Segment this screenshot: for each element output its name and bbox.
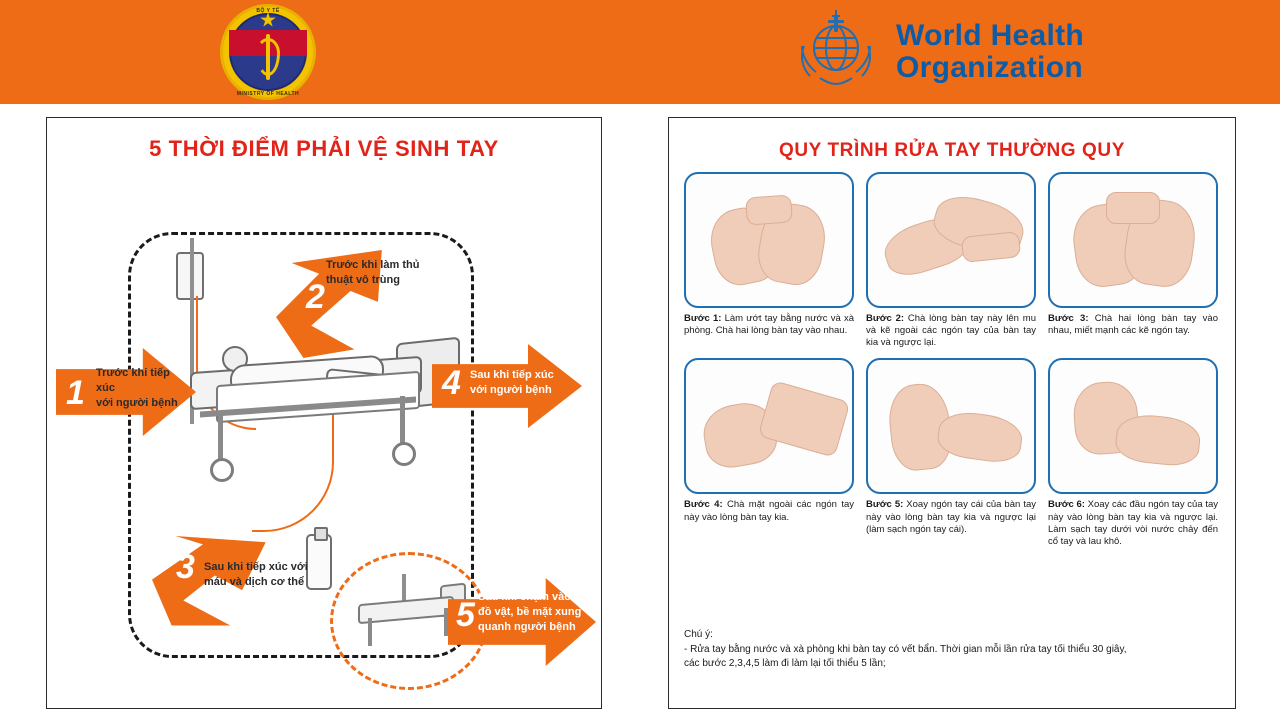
step-2-caption [866, 313, 1036, 349]
step-5-image [866, 358, 1036, 494]
step-4 [684, 358, 854, 548]
moment-4-number: 4 [442, 364, 461, 402]
moment-5-number: 5 [456, 596, 475, 634]
second-bed-mattress [358, 596, 454, 624]
fingers [745, 194, 793, 225]
bed-leg-left [218, 412, 223, 460]
step-6-image [1048, 358, 1218, 494]
fingers [961, 231, 1021, 263]
step-2-image [866, 172, 1036, 308]
step-4-image [684, 358, 854, 494]
moment-1-label: Trước khi tiếp xúc với người bệnh [96, 367, 178, 409]
step-1-text: Làm ướt tay bằng nước và xà phòng. Chà hai lòng bàn tay vào nhau. [684, 313, 854, 337]
note-block [684, 628, 1222, 672]
step-1-caption [684, 313, 854, 337]
step-5-text: Xoay ngón tay cái của bàn tay này vào lòng bàn tay kia và ngược lại (làm sạch ngón tay cái). [866, 499, 1036, 535]
handwash-steps-grid [684, 172, 1222, 548]
note-title: Chú ý: [684, 629, 713, 640]
step-5-label: Bước 5: [866, 499, 904, 511]
step-4-label: Bước 4: [684, 499, 723, 511]
logo-bottom-text: MINISTRY OF HEALTH [236, 91, 300, 97]
step-2-text: Chà lòng bàn tay này lên mu và kẽ ngoài các ngón tay của bàn tay kia và ngược lại. [866, 313, 1036, 349]
who-line-1: World Health [896, 18, 1085, 52]
moment-5-label: Sau khi chạm vào đồ vật, bề mặt xung quanh người bệnh [478, 591, 582, 633]
who-emblem-icon [790, 8, 882, 96]
step-3 [1048, 172, 1218, 349]
right-panel-title: QUY TRÌNH RỬA TAY THƯỜNG QUY [778, 140, 1126, 161]
who-line-2: Organization [896, 51, 1083, 84]
bed-wheel-right [392, 442, 416, 466]
step-5-caption [866, 499, 1036, 535]
step-1 [684, 172, 854, 349]
step-6-caption [1048, 499, 1218, 548]
who-wordmark [896, 20, 1084, 85]
step-6 [1048, 358, 1218, 548]
interlaced-fingers [1106, 192, 1160, 224]
second-bed-leg-left [368, 618, 372, 646]
step-3-image [1048, 172, 1218, 308]
moment-4-label: Sau khi tiếp xúc với người bệnh [470, 369, 554, 396]
bed-leg-right [400, 396, 405, 444]
left-panel-title: 5 THỜI ĐIỂM PHẢI VỆ SINH TAY [149, 136, 499, 161]
step-4-caption [684, 499, 854, 523]
step-2-label: Bước 2: [866, 313, 905, 324]
moment-3-label: Sau khi tiếp xúc với máu và dịch cơ thể [204, 561, 308, 588]
bed-wheel-left [210, 458, 234, 482]
second-bed-leg-right [444, 608, 448, 636]
note-line-1: - Rửa tay bằng nước và xà phòng khi bàn tay có vết bẩn. Thời gian mỗi lần rửa tay tối thiểu 30 giây, [684, 643, 1127, 655]
step-2 [866, 172, 1036, 349]
step-1-label: Bước 1: [684, 313, 722, 324]
header-bar [0, 0, 1280, 104]
step-4-text: Chà mặt ngoài các ngón tay này vào lòng bàn tay kia. [684, 499, 854, 523]
second-bed-icon [352, 572, 464, 658]
ministry-of-health-logo-icon [220, 4, 316, 100]
moment-3-number: 3 [176, 548, 195, 586]
moment-2-number: 2 [306, 278, 325, 316]
moment-1-number: 1 [66, 374, 85, 412]
step-3-label: Bước 3: [1048, 313, 1089, 324]
hand-right-thumb [935, 409, 1025, 466]
step-6-text: Xoay các đầu ngón tay của tay này vào lòng bàn tay kia và ngược lại. Làm sạch tay dưới vòi nước chảy đến cổ tay và lau khô. [1048, 499, 1218, 547]
who-logo [790, 8, 1084, 96]
step-3-text: Chà hai lòng bàn tay vào nhau, miết mạnh các kẽ ngón tay. [1048, 313, 1218, 337]
step-3-caption [1048, 313, 1218, 337]
note-line-2: các bước 2,3,4,5 làm đi làm lại tối thiểu 5 lần; [684, 658, 886, 669]
step-5 [866, 358, 1036, 548]
step-1-image [684, 172, 854, 308]
hand-open-palm [1114, 412, 1203, 469]
step-6-label: Bước 6: [1048, 499, 1085, 511]
moment-2-label: Trước khi làm thủ thuật vô trùng [326, 259, 420, 286]
logo-top-text: BỘ Y TẾ [256, 8, 280, 14]
